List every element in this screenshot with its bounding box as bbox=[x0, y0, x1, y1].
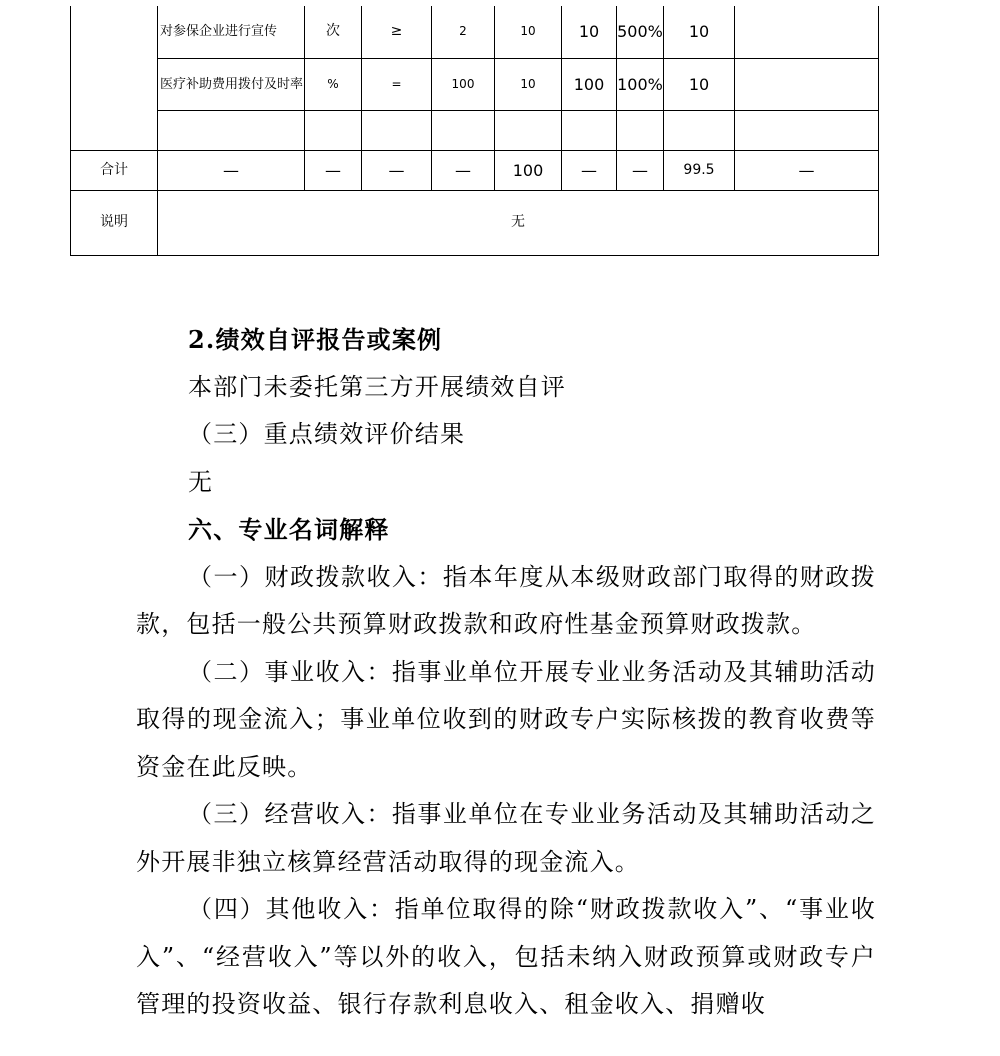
actual-cell: 10 bbox=[562, 6, 617, 58]
operator-cell: = bbox=[362, 58, 432, 110]
table-row bbox=[71, 58, 879, 110]
section-heading: 六、专业名词解释 bbox=[188, 515, 390, 544]
indicator-cell bbox=[158, 110, 305, 150]
score-cell: 10 bbox=[664, 58, 735, 110]
note-cell bbox=[735, 110, 879, 150]
body-text: 本部门未委托第三方开展绩效自评 bbox=[188, 372, 566, 401]
actual-cell bbox=[562, 110, 617, 150]
unit-cell: 次 bbox=[305, 6, 362, 58]
target-cell: 100 bbox=[432, 58, 495, 110]
target-cell bbox=[432, 110, 495, 150]
total-row bbox=[71, 150, 879, 190]
body-text: 无 bbox=[188, 467, 214, 496]
target-cell: 2 bbox=[432, 6, 495, 58]
explanation-value: 无 bbox=[158, 190, 879, 255]
operator-cell bbox=[362, 110, 432, 150]
total-weight-cell: 100 bbox=[495, 150, 562, 190]
total-label: 合计 bbox=[71, 150, 158, 190]
performance-table bbox=[70, 6, 879, 256]
total-cell: — bbox=[432, 150, 495, 190]
definition-paragraph: （二）事业收入：指事业单位开展专业业务活动及其辅助活动取得的现金流入；事业单位收到的财政专户实际核拨的教育收费等资金在此反映。 bbox=[136, 657, 876, 781]
rate-cell: 100% bbox=[617, 58, 664, 110]
total-score-cell: 99.5 bbox=[664, 150, 735, 190]
total-cell: — bbox=[735, 150, 879, 190]
definition-paragraph: （三）经营收入：指事业单位在专业业务活动及其辅助活动之外开展非独立核算经营活动取得的现金流入。 bbox=[136, 800, 876, 876]
rate-cell bbox=[617, 110, 664, 150]
total-cell: — bbox=[617, 150, 664, 190]
definition-paragraph: （四）其他收入：指单位取得的除“财政拨款收入”、“事业收入”、“经营收入”等以外的收入，包括未纳入财政预算或财政专户管理的投资收益、银行存款利息收入、租金收入、捐赠收 bbox=[136, 895, 876, 1018]
note-cell bbox=[735, 58, 879, 110]
section-heading: （三）重点绩效评价结果 bbox=[188, 420, 466, 448]
score-cell bbox=[664, 110, 735, 150]
indicator-cell: 对参保企业进行宣传 bbox=[158, 6, 305, 58]
weight-cell: 10 bbox=[495, 6, 562, 58]
weight-cell: 10 bbox=[495, 58, 562, 110]
rate-cell: 500% bbox=[617, 6, 664, 58]
total-cell: — bbox=[562, 150, 617, 190]
total-cell: — bbox=[158, 150, 305, 190]
unit-cell: % bbox=[305, 58, 362, 110]
operator-cell: ≥ bbox=[362, 6, 432, 58]
total-cell: — bbox=[305, 150, 362, 190]
document-body bbox=[136, 316, 876, 1029]
section-heading: 2.绩效自评报告或案例 bbox=[188, 325, 443, 354]
unit-cell bbox=[305, 110, 362, 150]
table-row bbox=[71, 110, 879, 150]
indicator-cell: 医疗补助费用拨付及时率 bbox=[158, 58, 305, 110]
explanation-row bbox=[71, 190, 879, 255]
explanation-label: 说明 bbox=[71, 190, 158, 255]
actual-cell: 100 bbox=[562, 58, 617, 110]
note-cell bbox=[735, 6, 879, 58]
table-row bbox=[71, 6, 879, 58]
total-cell: — bbox=[362, 150, 432, 190]
merged-category-cell bbox=[71, 6, 158, 150]
definition-paragraph: （一）财政拨款收入：指本年度从本级财政部门取得的财政拨款，包括一般公共预算财政拨款和政府性基金预算财政拨款。 bbox=[136, 562, 876, 638]
score-cell: 10 bbox=[664, 6, 735, 58]
weight-cell bbox=[495, 110, 562, 150]
